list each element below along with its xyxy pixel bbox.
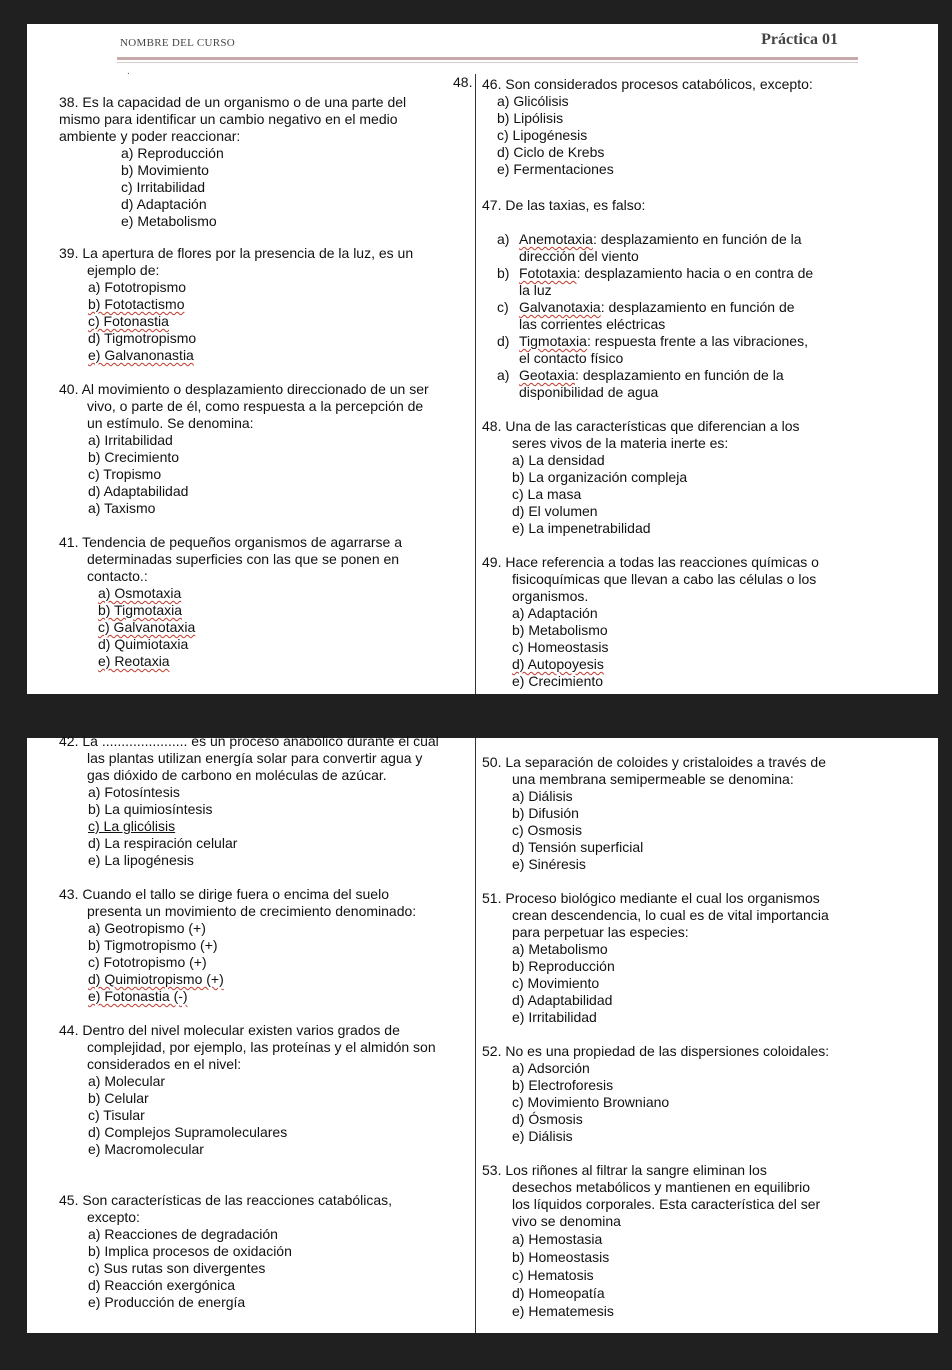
option[interactable]: d) Complejos Supramoleculares [88,1124,288,1140]
option[interactable]: a) Adsorción [512,1060,590,1076]
option[interactable]: b) Implica procesos de oxidación [88,1243,292,1259]
column-divider [475,738,476,1333]
option[interactable]: e) Fermentaciones [497,161,614,177]
option[interactable]: a) Diálisis [512,788,573,804]
options-41 [59,585,461,670]
header-rule [117,57,858,60]
course-name: NOMBRE DEL CURSO [120,37,236,49]
option[interactable]: d) Quimiotropismo (+) [88,971,224,987]
option[interactable]: e) Galvanonastia [88,347,194,363]
option[interactable]: c) Galvanotaxia: desplazamiento en función de las corrientes eléctricas [497,299,795,332]
option[interactable]: a) Irritabilidad [88,432,173,448]
page-1 [27,24,938,694]
options-50 [482,788,922,873]
option[interactable]: d) Homeopatía [512,1285,605,1301]
question-45: 45. Son características de las reacciones catabólicas, excepto: [59,1192,393,1225]
practice-title: Práctica 01 [761,31,838,48]
option[interactable]: e) Producción de energía [88,1294,246,1310]
option[interactable]: b) Tigmotaxia [98,602,183,618]
question-38: 38. Es la capacidad de un organismo o de una parte del mismo para identificar un cambio negativo en el medio ambiente y poder reaccionar: [59,94,407,144]
option[interactable]: c) Galvanotaxia [98,619,196,635]
option[interactable]: d) Ósmosis [512,1111,583,1127]
option[interactable]: a) Glicólisis [497,93,569,109]
option[interactable]: a) Metabolismo [512,941,608,957]
options-53 [482,1230,922,1320]
option[interactable]: c) Osmosis [512,822,582,838]
question-47: 47. De las taxias, es falso: [482,197,646,213]
question-52: 52. No es una propiedad de las dispersiones coloidales: [482,1043,830,1059]
header-rule-thin [117,62,858,63]
option[interactable]: b) Metabolismo [512,622,608,638]
option[interactable]: b) La organización compleja [512,469,688,485]
option[interactable]: c) Tisular [88,1107,145,1123]
question-39: 39. La apertura de flores por la presencia de la luz, es un ejemplo de: [59,245,414,278]
page-2 [27,733,938,1333]
option[interactable]: e) Sinéresis [512,856,586,872]
stray-number: 48. [453,74,473,90]
options-48 [482,452,922,537]
option[interactable]: e) Crecimiento [512,673,604,689]
option[interactable]: a) Fototropismo [88,279,187,295]
column-divider [475,74,476,694]
question-43: 43. Cuando el tallo se dirige fuera o encima del suelo presenta un movimiento de crecimiento denominado: [59,886,417,919]
option[interactable]: d) Tigmotropismo [88,330,197,346]
option[interactable]: b) Reproducción [512,958,615,974]
question-42: 42. La ...................... es un proceso anabólico durante el cual las plantas utilizan energía solar para convertir agua y gas dióxido de carbono en moléculas de azúcar. [59,733,439,783]
option[interactable]: b) La quimiosíntesis [88,801,213,817]
options-51 [482,941,922,1026]
option[interactable]: e) Hematemesis [512,1303,614,1319]
question-41: 41. Tendencia de pequeños organismos de agarrarse a determinadas superficies con las que se ponen en contacto.: [59,534,402,584]
question-46: 46. Son considerados procesos catabólicos, excepto: [482,76,813,92]
option[interactable]: a) Reacciones de degradación [88,1226,278,1242]
question-40: 40. Al movimiento o desplazamiento direccionado de un ser vivo, o parte de él, como respuesta a la percepción de un estímulo. Se denomina: [59,381,429,431]
question-44: 44. Dentro del nivel molecular existen varios grados de complejidad, por ejemplo, las proteínas y el almidón son considerados en el nivel: [59,1022,436,1072]
option[interactable]: c) Fotonastia [88,313,169,329]
option[interactable]: c) Movimiento [512,975,600,991]
option[interactable]: a) Anemotaxia: desplazamiento en función de la dirección del viento [497,231,802,264]
option[interactable]: a) Adaptación [512,605,598,621]
option[interactable]: c) Movimiento Browniano [512,1094,670,1110]
question-50: 50. La separación de coloides y cristaloides a través de una membrana semipermeable se denomina: [482,754,826,787]
option[interactable]: d) Adaptación [121,196,207,212]
option[interactable]: d) Autopoyesis [512,656,604,672]
option[interactable]: e) La lipogénesis [88,852,194,868]
option[interactable]: b) Tigmotropismo (+) [88,937,218,953]
option[interactable]: d) Adaptabilidad [512,992,613,1008]
option[interactable]: d) La respiración celular [88,835,238,851]
option[interactable]: b) Lipólisis [497,110,564,126]
option[interactable]: a) Taxismo [88,500,156,516]
options-39 [59,279,461,364]
option[interactable]: d) Quimiotaxia [98,636,189,652]
option[interactable]: a) Osmotaxia [98,585,182,601]
options-40 [59,432,461,517]
option[interactable]: e) Diálisis [512,1128,573,1144]
option[interactable]: b) Movimiento [121,162,209,178]
options-52 [482,1060,922,1145]
option[interactable]: c) La masa [512,486,582,502]
options-49 [482,605,922,690]
option[interactable]: d) El volumen [512,503,598,519]
option[interactable]: c) Irritabilidad [121,179,206,195]
options-43 [59,920,464,1005]
option[interactable]: c) Homeostasis [512,639,609,655]
options-47 [482,231,922,401]
option[interactable]: e) La impenetrabilidad [512,520,651,536]
option[interactable]: e) Metabolismo [121,213,217,229]
options-44 [59,1073,464,1158]
option[interactable]: a) Geotropismo (+) [88,920,206,936]
question-51: 51. Proceso biológico mediante el cual los organismos crean descendencia, lo cual es de vital importancia para perpetuar las especies: [482,890,829,940]
options-46 [482,93,922,178]
option[interactable]: b) Electroforesis [512,1077,614,1093]
option[interactable]: c) Sus rutas son divergentes [88,1260,266,1276]
question-48: 48. Una de las características que diferencian a los seres vivos de la materia inerte es: [482,418,800,451]
option[interactable]: a) Geotaxia: desplazamiento en función de la disponibilidad de agua [497,367,784,400]
option[interactable]: c) Fototropismo (+) [88,954,207,970]
option[interactable]: a) La densidad [512,452,605,468]
option[interactable]: a) Hemostasia [512,1231,603,1247]
left-column [59,94,461,670]
option[interactable]: c) Lipogénesis [497,127,588,143]
option[interactable]: c) Hematosis [512,1267,594,1283]
option[interactable]: b) Difusión [512,805,579,821]
options-45 [59,1226,464,1311]
option[interactable]: e) Irritabilidad [512,1009,597,1025]
stray-dot: . [127,66,130,77]
option[interactable]: d) Tensión superficial [512,839,644,855]
option[interactable]: c) La glicólisis [88,818,176,834]
option[interactable]: b) Fototaxia: desplazamiento hacia o en contra de la luz [497,265,814,298]
option[interactable]: e) Fotonastia (-) [88,988,188,1004]
right-column [482,76,922,690]
option[interactable]: d) Reacción exergónica [88,1277,236,1293]
left-column [59,733,464,1311]
option[interactable]: b) Homeostasis [512,1249,610,1265]
option[interactable]: e) Macromolecular [88,1141,204,1157]
option[interactable]: b) Crecimiento [88,449,180,465]
option[interactable]: c) Tropismo [88,466,162,482]
option[interactable]: b) Fototactismo [88,296,185,312]
option[interactable]: d) Tigmotaxia: respuesta frente a las vibraciones, el contacto físico [497,333,808,366]
option[interactable]: a) Reproducción [121,145,224,161]
option[interactable]: d) Ciclo de Krebs [497,144,605,160]
right-column [482,754,922,1320]
option[interactable]: d) Adaptabilidad [88,483,189,499]
option[interactable]: b) Celular [88,1090,149,1106]
option[interactable]: a) Molecular [88,1073,166,1089]
question-53: 53. Los riñones al filtrar la sangre eliminan los desechos metabólicos y mantienen en equilibrio los líquidos corporales. Esta característica del ser vivo se denomina [482,1162,821,1229]
options-38 [59,145,461,230]
option[interactable]: e) Reotaxia [98,653,170,669]
option[interactable]: a) Fotosíntesis [88,784,180,800]
question-49: 49. Hace referencia a todas las reacciones químicas o fisicoquímicas que llevan a cabo las células o los organismos. [482,554,819,604]
options-42 [59,784,464,869]
